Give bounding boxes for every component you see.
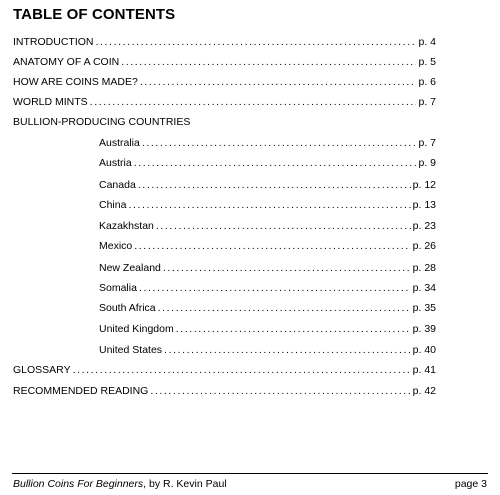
toc-entry-page: p. 28: [412, 262, 436, 274]
dot-leader: [96, 35, 417, 49]
footer-book-title: Bullion Coins For Beginners: [13, 478, 144, 490]
toc-entry-label: Mexico: [99, 240, 133, 252]
toc-entry-page: p. 39: [412, 323, 436, 335]
toc-entry-china: [99, 198, 436, 212]
toc-entry-world-mints: [13, 95, 436, 109]
toc-entry-glossary: [13, 363, 436, 377]
toc-entry-label: Australia: [99, 137, 140, 149]
toc-entry-page: p. 5: [418, 56, 436, 68]
page-title: TABLE OF CONTENTS: [13, 6, 176, 23]
footer-page-number: page 3: [454, 478, 487, 490]
toc-entry-page: p. 42: [412, 385, 436, 397]
dot-leader: [134, 239, 410, 253]
toc-entry-page: p. 12: [412, 179, 436, 191]
toc-entry-page: p. 41: [412, 364, 436, 376]
dot-leader: [150, 384, 410, 398]
toc-entry-introduction: [13, 35, 436, 49]
dot-leader: [156, 219, 411, 233]
toc-entry-label: Somalia: [99, 282, 137, 294]
toc-entry-label: Austria: [99, 157, 132, 169]
toc-entry-label: New Zealand: [99, 262, 161, 274]
toc-entry-label: INTRODUCTION: [13, 36, 94, 48]
toc-entry-page: p. 34: [412, 282, 436, 294]
dot-leader: [158, 301, 411, 315]
dot-leader: [138, 178, 411, 192]
toc-entry-south-africa: [99, 301, 436, 315]
dot-leader: [176, 322, 411, 336]
dot-leader: [73, 363, 411, 377]
dot-leader: [134, 156, 417, 170]
toc-entry-page: p. 23: [412, 220, 436, 232]
toc-entry-austria: [99, 156, 436, 170]
toc-entry-label: Canada: [99, 179, 136, 191]
toc-entry-recommended-reading: [13, 384, 436, 398]
toc-entry-mexico: [99, 239, 436, 253]
toc-entry-label: Kazakhstan: [99, 220, 154, 232]
dot-leader: [90, 95, 417, 109]
toc-entry-label: South Africa: [99, 302, 156, 314]
toc-entry-label: GLOSSARY: [13, 364, 71, 376]
toc-entry-somalia: [99, 281, 436, 295]
dot-leader: [140, 75, 417, 89]
toc-entry-page: p. 9: [418, 157, 436, 169]
toc-entry-label: RECOMMENDED READING: [13, 385, 149, 397]
toc-entry-canada: [99, 178, 436, 192]
section-heading: BULLION-PRODUCING COUNTRIES: [13, 116, 191, 128]
toc-entry-page: p. 13: [412, 199, 436, 211]
toc-entry-label: WORLD MINTS: [13, 96, 88, 108]
toc-entry-united-kingdom: [99, 322, 436, 336]
dot-leader: [164, 343, 411, 357]
toc-entry-how-made: [13, 75, 436, 89]
toc-entry-label: China: [99, 199, 127, 211]
toc-entry-page: p. 6: [418, 76, 436, 88]
toc-entry-australia: [99, 136, 436, 150]
toc-entry-page: p. 40: [412, 344, 436, 356]
toc-entry-new-zealand: [99, 261, 436, 275]
toc-entry-label: HOW ARE COINS MADE?: [13, 76, 138, 88]
footer-credit: [13, 478, 227, 490]
toc-entry-united-states: [99, 343, 436, 357]
dot-leader: [121, 55, 416, 69]
dot-leader: [128, 198, 410, 212]
footer-rule: [12, 473, 488, 474]
dot-leader: [142, 136, 417, 150]
toc-entry-label: ANATOMY OF A COIN: [13, 56, 120, 68]
toc-entry-page: p. 26: [412, 240, 436, 252]
dot-leader: [139, 281, 411, 295]
toc-entry-label: United Kingdom: [99, 323, 174, 335]
toc-entry-kazakhstan: [99, 219, 436, 233]
toc-entry-page: p. 7: [418, 137, 436, 149]
toc-entry-label: United States: [99, 344, 163, 356]
toc-entry-page: p. 4: [418, 36, 436, 48]
footer-byline: , by R. Kevin Paul: [143, 478, 227, 490]
toc-entry-anatomy: [13, 55, 436, 69]
toc-entry-page: p. 35: [412, 302, 436, 314]
dot-leader: [163, 261, 411, 275]
toc-entry-page: p. 7: [418, 96, 436, 108]
